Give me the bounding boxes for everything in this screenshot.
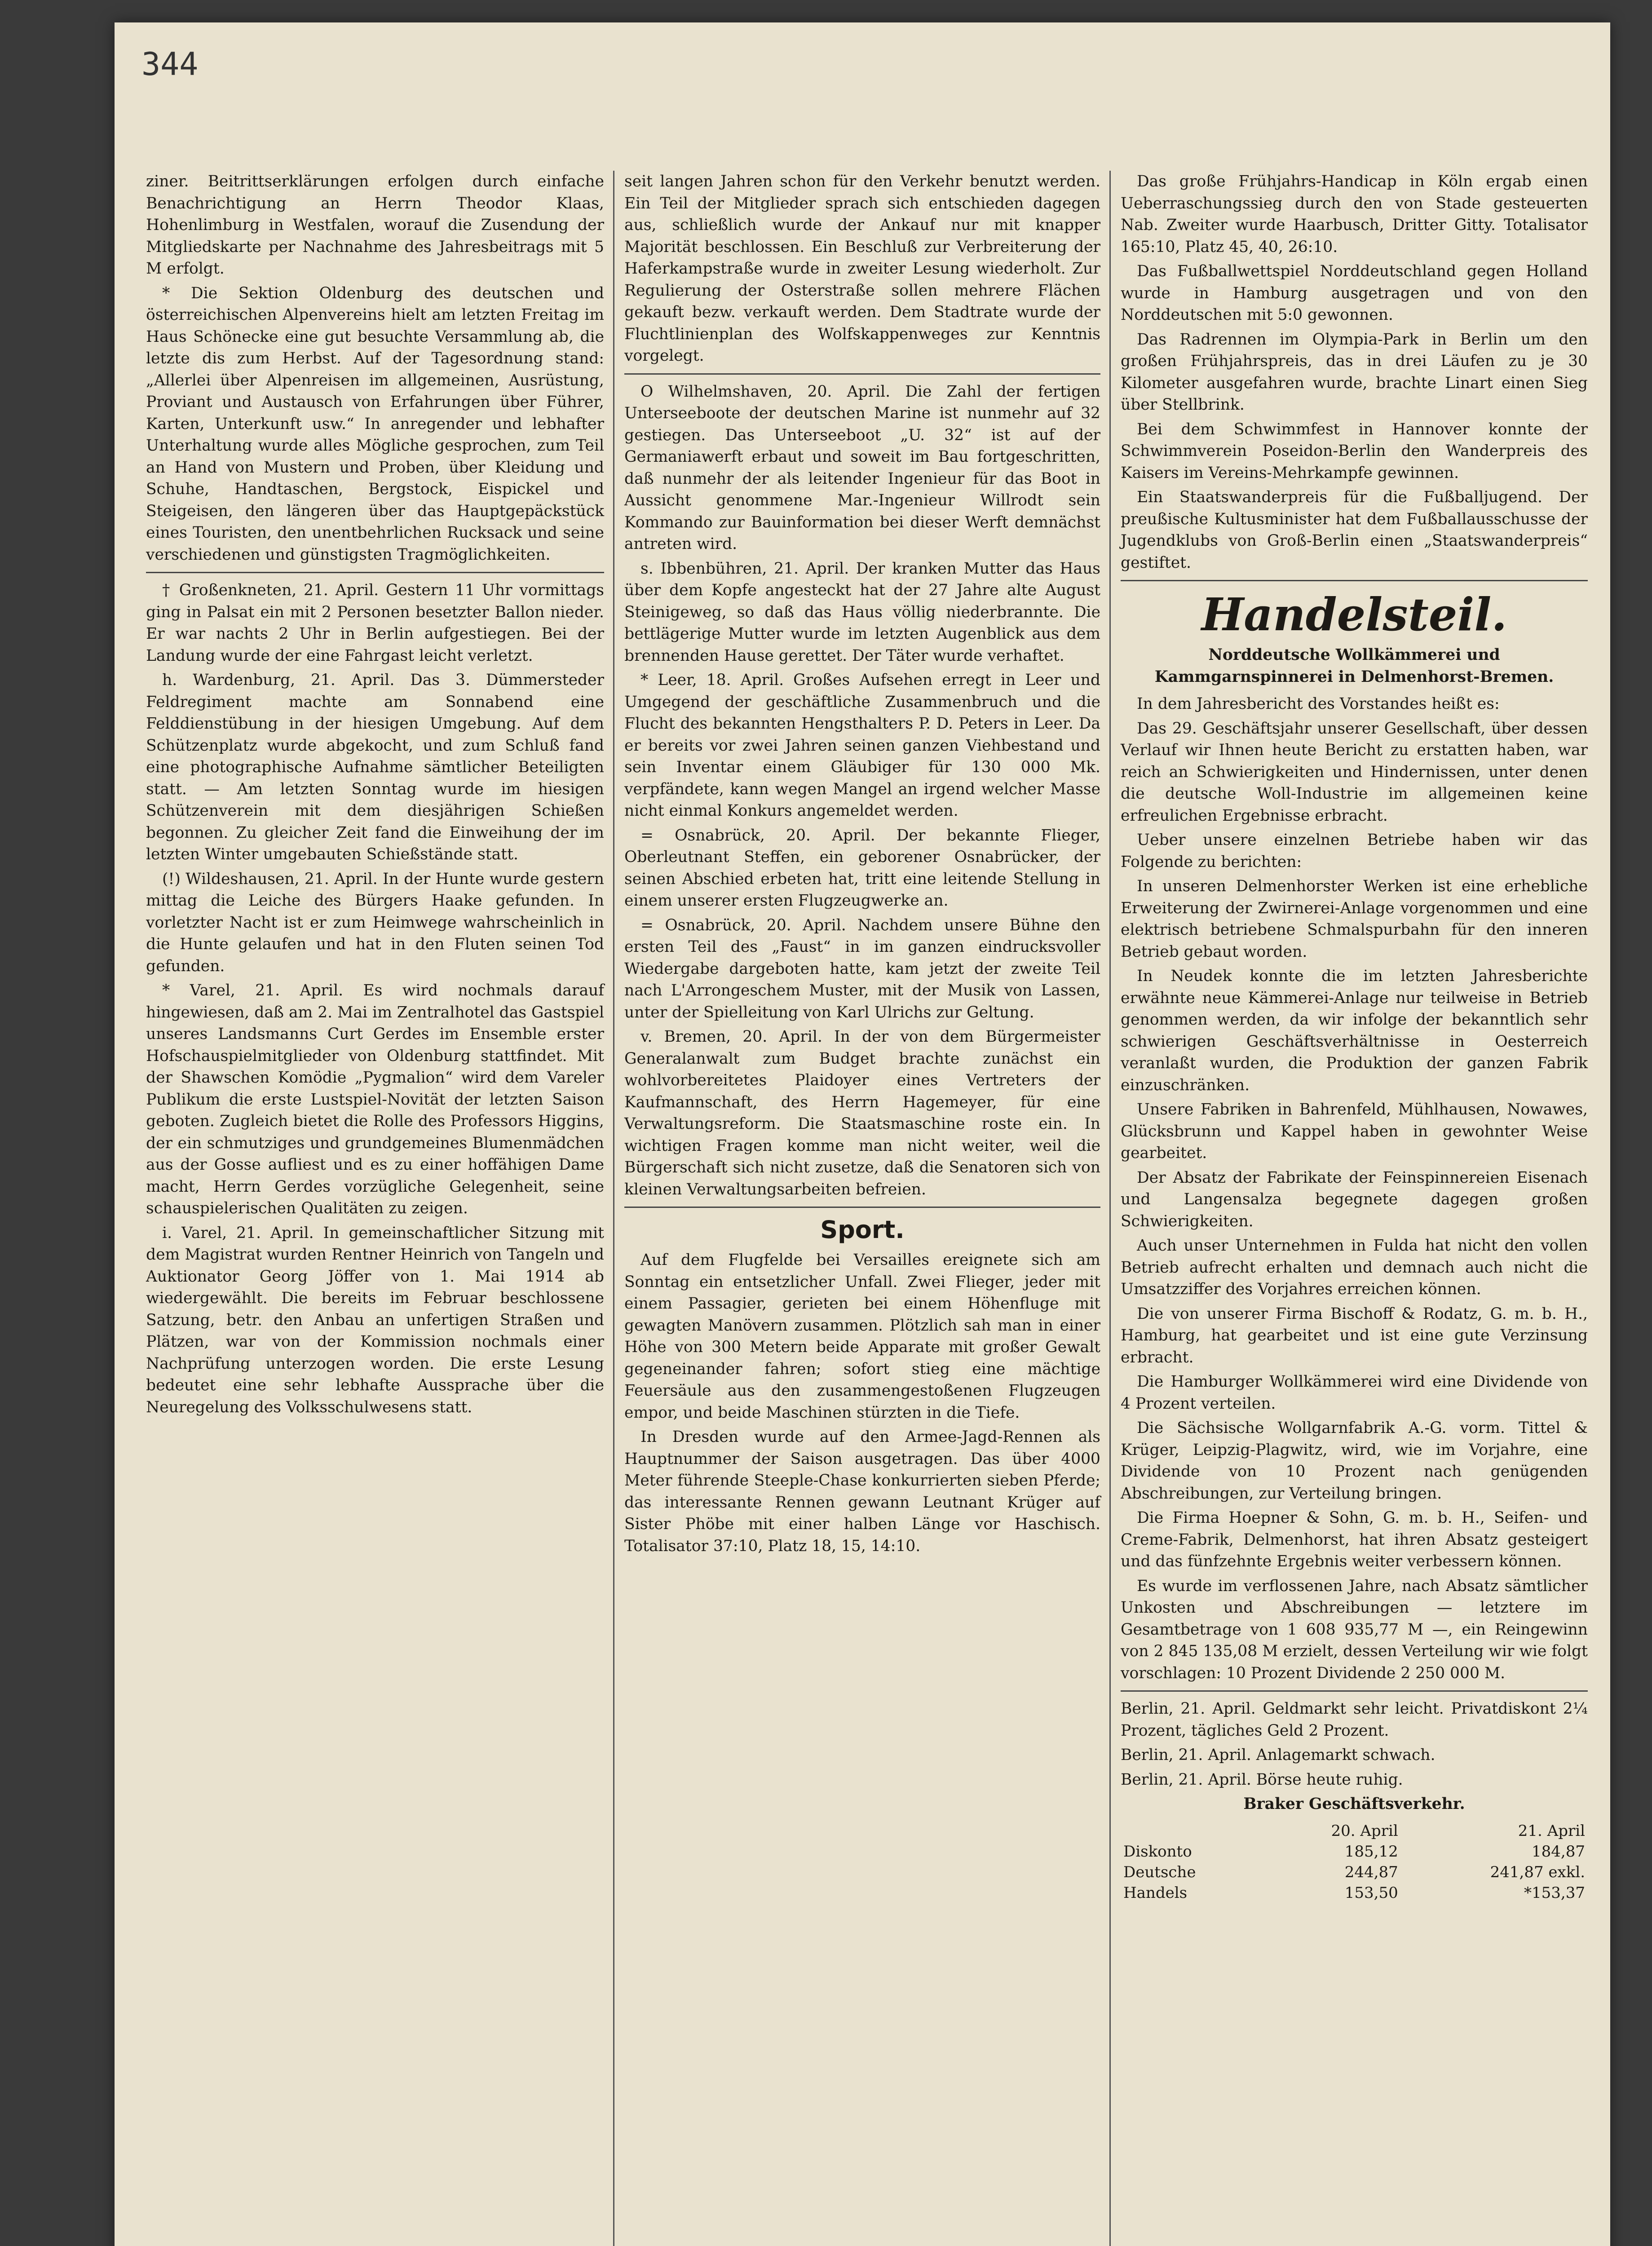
stock-table: [1121, 1821, 1588, 1903]
table-row: [1121, 1862, 1588, 1883]
table-header: 21. April: [1518, 1822, 1585, 1840]
divider: [624, 1207, 1100, 1208]
article: Ein Staatswanderpreis für die Fußballjugend. Der preußische Kultusminister hat dem Fußballausschusse der Jugendklubs von Groß-Berlin einen „Staatswanderpreis“ gestiftet.: [1121, 488, 1588, 572]
table-cell: 185,12: [1344, 1842, 1398, 1861]
table-header: [1121, 1821, 1266, 1841]
article: v. Bremen, 20. April. In der von dem Bürgermeister Generalanwalt zum Budget brachte zunächst ein wohlvorbereitetes Plaidoyer eines Vertreters der Kaufmannschaft, des Herrn Hagemeyer, für eine Verwaltungsreform. Die Staatsmaschine roste ein. In wichtigen Fragen komme man nicht weiter, weil die Bürgerschaft sich nicht zusetze, daß die Senatoren sich von kleinen Verwaltungsarbeiten befreien.: [624, 1028, 1100, 1198]
newspaper-page: [115, 22, 1610, 2246]
article: O Wilhelmshaven, 20. April. Die Zahl der fertigen Unterseeboote der deutschen Marine ist nunmehr auf 32 gestiegen. Das Unterseeboot „U. 32“ ist auf der Germaniawerft erbaut und soweit im Bau fortgeschritten, daß nunmehr der als leitender Ingenieur für das Boot in Aussicht genommene Mar.-Ingenieur Willrodt sein Kommando zur Bauinformation bei dieser Werft demnächst antreten wird.: [624, 382, 1100, 553]
table-cell: 184,87: [1532, 1842, 1585, 1861]
article: † Großenkneten, 21. April. Gestern 11 Uhr vormittags ging in Palsat ein mit 2 Personen besetzter Ballon nieder. Er war nachts 2 Uhr in Berlin aufgestiegen. Bei der Landung wurde der eine Fahrgast leicht verletzt.: [146, 581, 604, 665]
section-heading-handel: Handelsteil.: [1201, 588, 1507, 641]
article: Der Absatz der Fabrikate der Feinspinnereien Eisenach und Langensalza begegnete dagegen großen Schwierigkeiten.: [1121, 1168, 1588, 1230]
article: * Varel, 21. April. Es wird nochmals darauf hingewiesen, daß am 2. Mai im Zentralhotel das Gastspiel unseres Landsmanns Curt Gerdes im Ensemble erster Hofschauspielmitglieder von Oldenburg stattfindet. Mit der Shawschen Komödie „Pygmalion“ wird dem Vareler Publikum die erste Lustspiel-Novität der letzten Saison geboten. Zugleich bietet die Rolle des Professors Higgins, der ein schmutziges und grundgemeines Blumenmädchen aus der Gosse aufliest und es zu einer hoffähigen Dame macht, Herrn Gerdes vorzügliche Gelegenheit, seine schauspielerischen Qualitäten zu zeigen.: [146, 982, 604, 1217]
divider: [146, 572, 604, 573]
table-cell: *153,37: [1524, 1883, 1585, 1902]
article: i. Varel, 21. April. In gemeinschaftlicher Sitzung mit dem Magistrat wurden Rentner Heinrich von Tangeln und Auktionator Georg Jöffer von 1. Mai 1914 ab wiedergewählt. Die bereits im Februar beschlossene Satzung, betr. den Anbau an unfertigen Straßen und Plätzen, war von der Kommission nochmals einer Nachprüfung unterzogen worden. Die erste Lesung bedeutet eine sehr lebhafte Aussprache über die Neuregelung des Volksschulwesens statt.: [146, 1224, 604, 1416]
article: Bei dem Schwimmfest in Hannover konnte der Schwimmverein Poseidon-Berlin den Wanderpreis des Kaisers im Vereins-Mehrkampfe gewinnen.: [1121, 420, 1588, 482]
column-2: [624, 171, 1100, 1560]
article: = Osnabrück, 20. April. Der bekannte Flieger, Oberleutnant Steffen, ein geborener Osnabrücker, der seinen Abschied erbeten hat, tritt eine leitende Stellung in einem unserer ersten Flugzeugwerke an.: [624, 826, 1100, 910]
table-cell: Handels: [1123, 1883, 1188, 1902]
table-cell: 153,50: [1344, 1883, 1398, 1902]
article: ziner. Beitrittserklärungen erfolgen durch einfache Benachrichtigung an Herrn Theodor Klaas, Hohenlimburg in Westfalen, worauf die Zusendung der Mitgliedskarte per Nachnahme des Jahresbeitrags mit 5 M erfolgt.: [146, 172, 604, 278]
table-title: Braker Geschäftsverkehr.: [1243, 1795, 1465, 1813]
article: Das Fußballwettspiel Norddeutschland gegen Holland wurde in Hamburg ausgetragen und von den Norddeutschen mit 5:0 gewonnen.: [1121, 262, 1588, 324]
market-line: Berlin, 21. April. Börse heute ruhig.: [1121, 1770, 1403, 1789]
article: s. Ibbenbühren, 21. April. Der kranken Mutter das Haus über dem Kopfe angesteckt hat der 27 Jahre alte August Steinigeweg, so daß das Haus völlig niederbrannte. Die bettlägerige Mutter wurde im letzten Augenblick aus dem brennenden Hause gerettet. Der Täter wurde verhaftet.: [624, 559, 1100, 665]
article: Das große Frühjahrs-Handicap in Köln ergab einen Ueberraschungssieg durch den von Stade gesteuerten Nab. Zweiter wurde Haarbusch, Dritter Gitty. Totalisator 165:10, Platz 45, 40, 26:10.: [1121, 172, 1588, 256]
column-divider: [613, 171, 614, 2246]
article: Das 29. Geschäftsjahr unserer Gesellschaft, über dessen Verlauf wir Ihnen heute Bericht zu erstatten haben, war reich an Schwierigkeiten und Hindernissen, unter denen die deutsche Woll-Industrie im allgemeinen keine erfreulichen Ergebnisse erbracht.: [1121, 719, 1588, 825]
article: (!) Wildeshausen, 21. April. In der Hunte wurde gestern mittag die Leiche des Bürgers Haake gefunden. In vorletzter Nacht ist er zum Heimwege wahrscheinlich in die Hunte gelaufen und hat in den Fluten seinen Tod gefunden.: [146, 870, 604, 975]
article: Die Sächsische Wollgarnfabrik A.-G. vorm. Tittel & Krüger, Leipzig-Plagwitz, wird, wie im Vorjahre, eine Dividende von 10 Prozent nach genügenden Abschreibungen, zur Verteilung bringen.: [1121, 1419, 1588, 1503]
page-number: 344: [141, 46, 199, 83]
article: In dem Jahresbericht des Vorstandes heißt es:: [1137, 695, 1500, 713]
table-row: [1121, 1883, 1588, 1903]
article: Das Radrennen im Olympia-Park in Berlin um den großen Frühjahrspreis, das in drei Läufen zu je 30 Kilometer ausgefahren wurde, brachte Linart einen Sieg über Stellbrink.: [1121, 330, 1588, 414]
column-1: [146, 171, 604, 1421]
article: = Osnabrück, 20. April. Nachdem unsere Bühne den ersten Teil des „Faust“ in im ganzen eindrucksvoller Wiedergabe dargeboten hatte, kam jetzt der zweite Teil nach L'Arrongeschem Muster, mit der Musik von Lassen, unter der Spielleitung von Karl Ulrichs zur Geltung.: [624, 916, 1100, 1021]
divider: [1121, 580, 1588, 581]
article: Unsere Fabriken in Bahrenfeld, Mühlhausen, Nowawes, Glücksbrunn und Kappel haben in gewohnter Weise gearbeitet.: [1121, 1101, 1588, 1162]
article: In unseren Delmenhorster Werken ist eine erhebliche Erweiterung der Zwirnerei-Anlage vorgenommen und eine elektrisch betriebene Schmalspurbahn für den inneren Betrieb gebaut worden.: [1121, 877, 1588, 961]
market-line: Berlin, 21. April. Anlagemarkt schwach.: [1121, 1746, 1436, 1764]
table-row: [1121, 1841, 1588, 1862]
article: Die Firma Hoepner & Sohn, G. m. b. H., Seifen- und Creme-Fabrik, Delmenhorst, hat ihren Absatz gesteigert und das fünfzehnte Ergebnis weiter verbessern können.: [1121, 1509, 1588, 1570]
table-cell: 241,87 exkl.: [1490, 1863, 1585, 1881]
table-cell: 244,87: [1344, 1863, 1398, 1881]
article: * Leer, 18. April. Großes Aufsehen erregt in Leer und Umgegend der geschäftliche Zusammenbruch und die Flucht des bekannten Hengsthalters P. D. Peters in Leer. Da er bereits vor zwei Jahren seinen ganzen Viehbestand und sein Inventar einem Gläubiger für 130 000 Mk. verpfändete, kann wegen Mangel an irgend welcher Masse nicht einmal Konkurs angemeldet werden.: [624, 671, 1100, 820]
article-subheading: Norddeutsche Wollkämmerei und Kammgarnspinnerei in Delmenhorst-Bremen.: [1154, 646, 1554, 686]
table-header: 20. April: [1331, 1822, 1398, 1840]
table-cell: Diskonto: [1123, 1842, 1192, 1861]
column-divider: [1109, 171, 1111, 2246]
article: * Die Sektion Oldenburg des deutschen und österreichischen Alpenvereins hielt am letzten Freitag im Haus Schönecke eine gut besuchte Versammlung ab, die letzte dis zum Herbst. Auf der Tagesordnung stand: „Allerlei über Alpenreisen im allgemeinen, Ausrüstung, Proviant und Austausch von Erfahrungen über Führer, Karten, Unterkunft usw.“ In anregender und lebhafter Unterhaltung wurde alles Mögliche gesprochen, zum Teil an Hand von Mustern und Proben, über Kleidung und Schuhe, Handtaschen, Bergstock, Eispickel und Steigeisen, den längeren über das Hauptgepäckstück eines Touristen, den unentbehrlichen Rucksack und seine verschiedenen und günstigsten Tragmöglichkeiten.: [146, 284, 604, 564]
divider: [1121, 1690, 1588, 1692]
column-3: [1121, 171, 1588, 1903]
article: Auch unser Unternehmen in Fulda hat nicht den vollen Betrieb aufrecht erhalten und demnach auch nicht die Umsatzziffer des Vorjahres erreichen können.: [1121, 1237, 1588, 1298]
article: Auf dem Flugfelde bei Versailles ereignete sich am Sonntag ein entsetzlicher Unfall. Zwei Flieger, jeder mit einem Passagier, gerieten bei einem Höhenfluge mit gewagten Manövern zusammen. Plötzlich sah man in einer Höhe von 300 Metern beide Apparate mit großer Gewalt gegeneinander fahren; sofort stieg eine mächtige Feuersäule aus den zusammengestoßenen Flugzeugen empor, und beide Maschinen stürzten in die Tiefe.: [624, 1251, 1100, 1422]
article: Die von unserer Firma Bischoff & Rodatz, G. m. b. H., Hamburg, hat gearbeitet und ist eine gute Verzinsung erbracht.: [1121, 1304, 1588, 1366]
article: In Neudek konnte die im letzten Jahresberichte erwähnte neue Kämmerei-Anlage nur teilweise in Betrieb genommen werden, da wir infolge der bekanntlich sehr schwierigen Geschäftsverhältnisse in Oesterreich veranlaßt wurden, die Produktion der ganzen Fabrik einzuschränken.: [1121, 967, 1588, 1094]
section-heading-sport: Sport.: [820, 1216, 905, 1244]
article: Ueber unsere einzelnen Betriebe haben wir das Folgende zu berichten:: [1121, 831, 1588, 871]
article: seit langen Jahren schon für den Verkehr benutzt werden. Ein Teil der Mitglieder sprach sich entschieden dagegen aus, schließlich wurde der Ankauf nur mit knapper Majorität beschlossen. Ein Beschluß zur Verbreiterung der Haferkampstraße wurde in zweiter Lesung wiederholt. Zur Regulierung der Osterstraße sollen mehrere Flächen gekauft bezw. verkauft werden. Dem Stadtrate wurde der Fluchtlinienplan des Wolfskappenweges zur Kenntnis vorgelegt.: [624, 172, 1100, 365]
article: Es wurde im verflossenen Jahre, nach Absatz sämtlicher Unkosten und Abschreibungen — letztere im Gesamtbetrage von 1 608 935,77 M —, ein Reingewinn von 2 845 135,08 M erzielt, dessen Verteilung wir wie folgt vorschlagen: 10 Prozent Dividende 2 250 000 M.: [1121, 1577, 1588, 1682]
article: h. Wardenburg, 21. April. Das 3. Dümmersteder Feldregiment machte am Sonnabend eine Felddienstübung in der hiesigen Umgebung. Auf dem Schützenplatz wurde abgekocht, und zum Schluß fand eine photographische Aufnahme sämtlicher Beteiligten statt. — Am letzten Sonntag wurde im hiesigen Schützenverein mit dem diesjährigen Schießen begonnen. Zu gleicher Zeit fand die Einweihung der im letzten Winter umgebauten Schießstände statt.: [146, 671, 604, 863]
article: In Dresden wurde auf den Armee-Jagd-Rennen als Hauptnummer der Saison ausgetragen. Das über 4000 Meter führende Steeple-Chase konkurrierten sieben Pferde; das interessante Rennen gewann Leutnant Krüger auf Sister Phöbe mit einer halben Länge vor Haschisch. Totalisator 37:10, Platz 18, 15, 14:10.: [624, 1428, 1100, 1555]
article: Die Hamburger Wollkämmerei wird eine Dividende von 4 Prozent verteilen.: [1121, 1373, 1588, 1413]
market-line: Berlin, 21. April. Geldmarkt sehr leicht. Privatdiskont 2¼ Prozent, tägliches Geld 2 Prozent.: [1121, 1700, 1588, 1740]
divider: [624, 373, 1100, 375]
table-header-row: [1121, 1821, 1588, 1841]
table-cell: Deutsche: [1123, 1863, 1196, 1881]
